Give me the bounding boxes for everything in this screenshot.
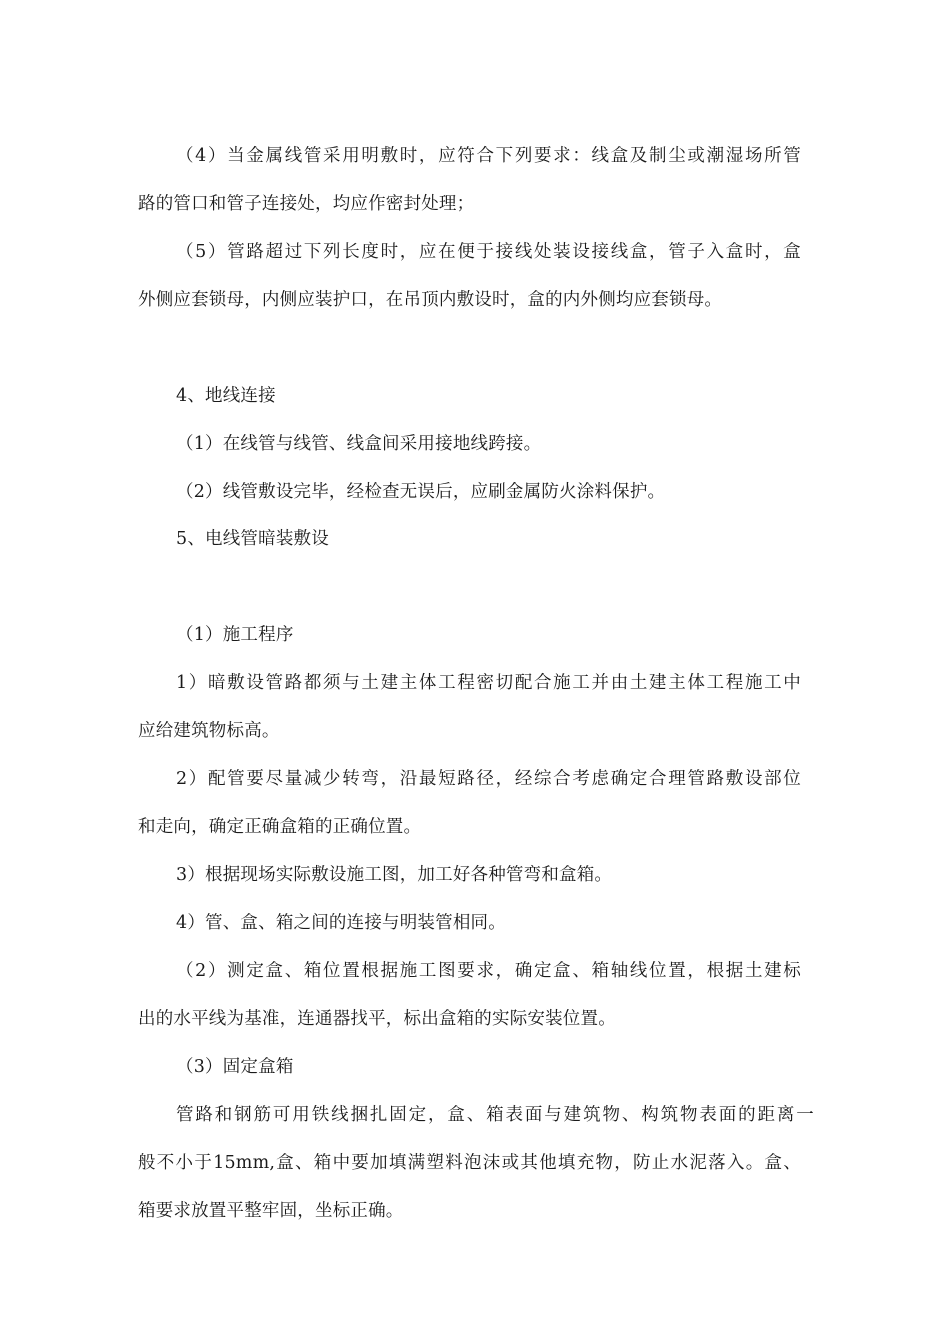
paragraph-line: 出的水平线为基准，连通器找平，标出盒箱的实际安装位置。 — [138, 1009, 616, 1029]
paragraph-line: 3）根据现场实际敷设施工图，加工好各种管弯和盒箱。 — [176, 865, 613, 885]
paragraph-line: 2）配管要尽量减少转弯，沿最短路径，经综合考虑确定合理管路敷设部位 — [176, 769, 801, 789]
paragraph-line: 管路和钢筋可用铁线捆扎固定，盒、箱表面与建筑物、构筑物表面的距离一 — [176, 1105, 814, 1125]
paragraph-line: 外侧应套锁母，内侧应装护口，在吊顶内敷设时，盒的内外侧均应套锁母。 — [138, 290, 723, 310]
subsection-heading: （1）施工程序 — [176, 625, 294, 645]
section-heading: 5、电线管暗装敷设 — [176, 529, 329, 549]
subsection-heading: （3）固定盒箱 — [176, 1057, 294, 1077]
paragraph-line: （2）测定盒、箱位置根据施工图要求，确定盒、箱轴线位置，根据土建标 — [176, 961, 801, 981]
paragraph-line: （2）线管敷设完毕，经检查无误后，应刷金属防火涂料保护。 — [176, 482, 666, 502]
paragraph-line: 应给建筑物标高。 — [138, 721, 280, 741]
paragraph-line: 路的管口和管子连接处，均应作密封处理； — [138, 194, 475, 214]
paragraph-line: 1）暗敷设管路都须与土建主体工程密切配合施工并由土建主体工程施工中 — [176, 673, 801, 693]
paragraph-line: 4）管、盒、箱之间的连接与明装管相同。 — [176, 913, 506, 933]
paragraph-line: 箱要求放置平整牢固，坐标正确。 — [138, 1201, 404, 1221]
paragraph-line: （1）在线管与线管、线盒间采用接地线跨接。 — [176, 434, 542, 454]
paragraph-line: （4）当金属线管采用明敷时，应符合下列要求：线盒及制尘或潮湿场所管 — [176, 146, 801, 166]
paragraph-line: 和走向，确定正确盒箱的正确位置。 — [138, 817, 422, 837]
paragraph-line: 般不小于15mm,盒、箱中要加填满塑料泡沫或其他填充物，防止水泥落入。盒、 — [138, 1153, 801, 1173]
section-heading: 4、地线连接 — [176, 386, 276, 406]
paragraph-line: （5）管路超过下列长度时，应在便于接线处装设接线盒，管子入盒时，盒 — [176, 242, 801, 262]
